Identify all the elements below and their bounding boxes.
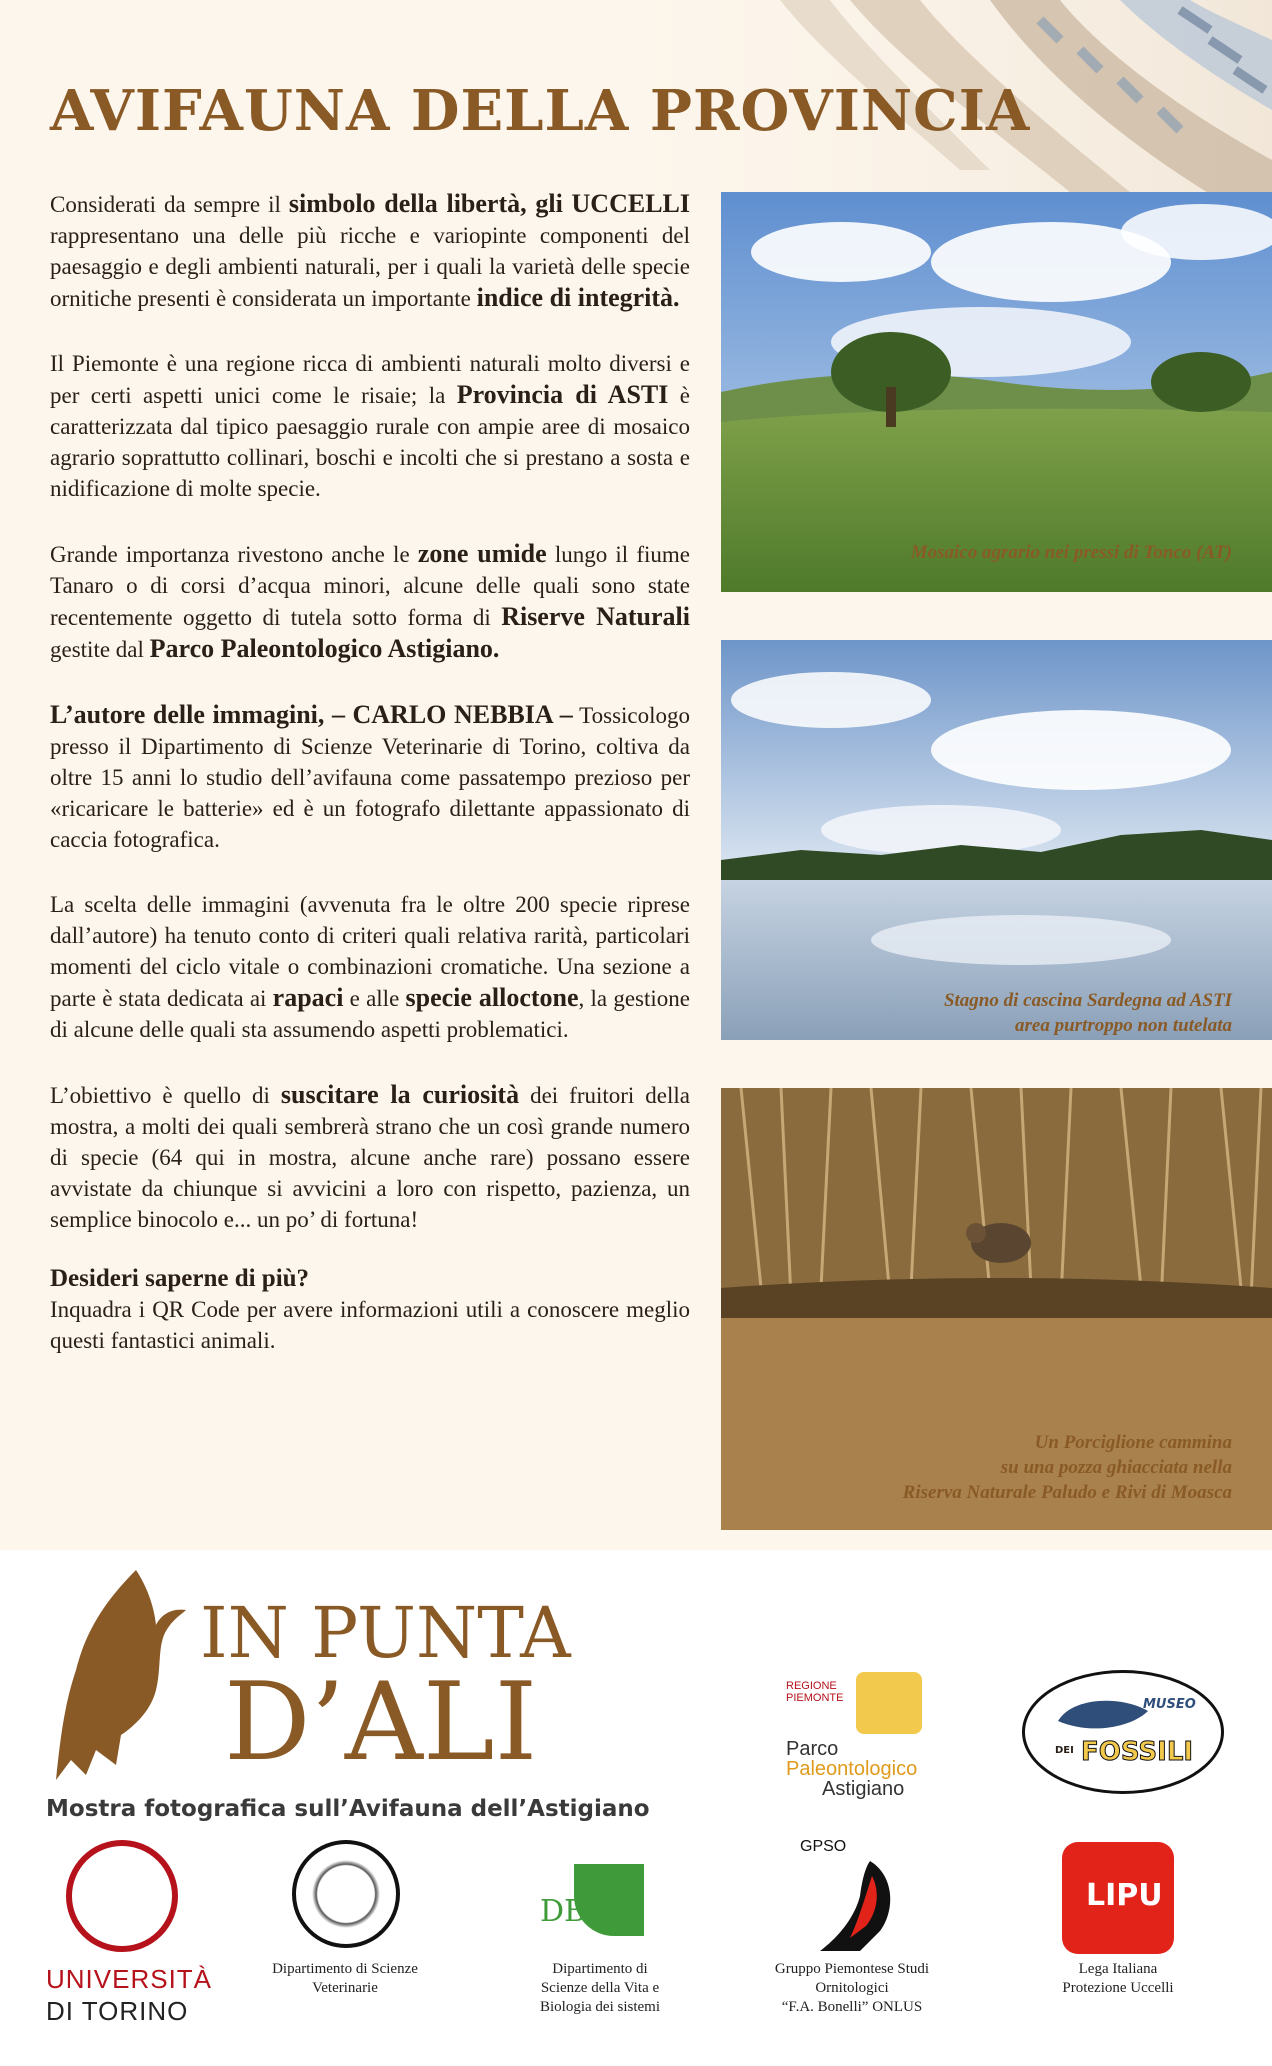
gpso-bird-icon (800, 1856, 900, 1956)
parco-line2: Paleontologico (786, 1758, 918, 1780)
caption-water-rail-line2: su una pozza ghiacciata nella (1000, 1457, 1232, 1478)
label-lipu: Lega Italiana Protezione Uccelli (1062, 1961, 1174, 1996)
museo-word: MUSEO (1143, 1697, 1196, 1712)
caption-pond (944, 988, 1232, 1038)
photo-pond (721, 640, 1272, 1040)
caption-water-rail-line1: Un Porciglione cammina (1034, 1432, 1232, 1453)
exhibit-title-line1: IN PUNTA (200, 1592, 571, 1674)
bird-silhouette-icon (46, 1560, 196, 1790)
museo-fossili-word: FOSSILI (1081, 1737, 1194, 1767)
parco-line1: Parco (786, 1738, 839, 1760)
shell-icon (856, 1672, 922, 1734)
caption-landscape: Mosaico agrario nei pressi di Tonco (AT) (910, 542, 1232, 563)
main-text (50, 188, 690, 1390)
label-vet: Dipartimento di Scienze Veterinarie (272, 1961, 418, 1996)
paragraph-author: L’autore delle immagini, – CARLO NEBBIA – Tossicologo presso il Dipartimento di Scienze Veterinarie di Torino, coltiva da oltre 15 anni lo studio dell’avifauna come passatempo prezioso per «ricaricare le batterie» ed è un fotografo dilettante appassionato di caccia fotografica. (50, 700, 691, 852)
vet-seal-icon (292, 1840, 400, 1948)
whale-icon (1053, 1691, 1153, 1741)
unito-line2: DI TORINO (46, 1996, 189, 2026)
logo-parco-paleontologico (786, 1672, 956, 1802)
paragraph-qr: Desideri saperne di più? Inquadra i QR Code per avere informazioni utili a conoscere meglio questi fantastici animali. (50, 1265, 690, 1353)
logo-unito (46, 1840, 213, 2030)
unito-line1: UNIVERSITÀ (46, 1964, 213, 1994)
paragraph-piemonte: Il Piemonte è una regione ricca di ambienti naturali molto diversi e per certi aspetti unici come le risaie; la Provincia di ASTI è caratterizzata dal tipico paesaggio rurale con ampie aree di mosaico agrario soprattutto collinari, boschi e incolti che si prestano a sosta e nidificazione di molte specie. (50, 351, 690, 501)
lipu-mark: LIPU (1086, 1878, 1163, 1913)
caption-pond-line2: area purtroppo non tutelata (1015, 1015, 1232, 1036)
photo-landscape (721, 192, 1272, 592)
parco-line3: Astigiano (822, 1778, 905, 1800)
exhibit-title-line2: D’ALI (224, 1660, 538, 1785)
exhibit-subtitle: Mostra fotografica sull’Avifauna dell’Astigiano (46, 1796, 650, 1822)
logo-dbios (540, 1864, 650, 1944)
paragraph-intro: Considerati da sempre il simbolo della libertà, gli UCCELLI rappresentano una delle più ricche e variopinte componenti del paesaggio e degli ambienti naturali, per i quali la varietà delle specie ornitiche presenti è considerata un importante indice di integrità. (50, 189, 690, 312)
gpso-mark: GPSO (800, 1838, 847, 1855)
caption-pond-line1: Stagno di cascina Sardegna ad ASTI (943, 990, 1232, 1011)
dbios-mark: DBios (540, 1894, 630, 1929)
logo-museo-fossili (1022, 1670, 1224, 1794)
page-title: AVIFAUNA DELLA PROVINCIA (50, 78, 1031, 144)
paragraph-goal: L’obiettivo è quello di suscitare la curiosità dei fruitori della mostra, a molti dei quali sembrerà strano che un così grande numero di specie (64 qui in mostra, alcune anche rare) possano essere avvistate da chiunque si avvicini a loro con rispetto, pazienza, un semplice binocolo e... un po’ di fortuna! (50, 1080, 690, 1232)
label-gpso: Gruppo Piemontese Studi Ornitologici “F.A. Bonelli” ONLUS (774, 1961, 930, 2015)
unito-seal-icon (66, 1840, 178, 1952)
caption-water-rail-line3: Riserva Naturale Paludo e Rivi di Moasca (902, 1482, 1232, 1503)
paragraph-wetlands: Grande importanza rivestono anche le zone umide lungo il fiume Tanaro o di corsi d’acqua minori, alcune delle quali sono state recentemente oggetto di tutela sotto forma di Riserve Naturali gestite dal Parco Paleontologico Astigiano. (50, 539, 690, 663)
paragraph-selection: La scelta delle immagini (avvenuta fra le oltre 200 specie riprese dall’autore) ha tenuto conto di criteri quali relativa rarità, particolari momenti del ciclo vitale o combinazioni cromatiche. Una sezione a parte è stata dedicata ai rapaci e alle specie alloctone, la gestione di alcune delle quali sta assumendo aspetti problematici. (50, 892, 690, 1042)
museo-dei: DEI (1055, 1745, 1074, 1756)
caption-water-rail (903, 1430, 1232, 1505)
region-badge: REGIONE PIEMONTE (786, 1680, 844, 1704)
logo-lipu (1062, 1842, 1174, 1954)
label-dbios: Dipartimento di Scienze della Vita e Biologia dei sistemi (540, 1961, 660, 2015)
